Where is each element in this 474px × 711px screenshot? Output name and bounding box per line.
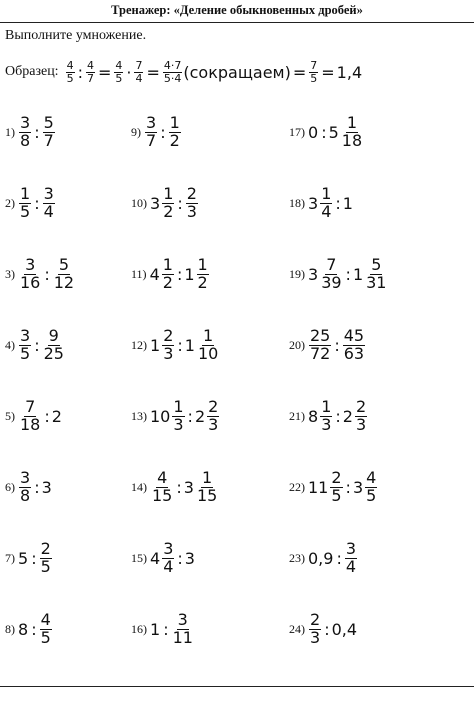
denominator: 2 [197, 272, 208, 292]
sample-fraction-4: $\frac{7}{4}$ [135, 58, 143, 85]
problem-number: 7) [5, 550, 15, 565]
fraction [43, 325, 65, 363]
denominator: 3 [355, 414, 367, 434]
fraction [162, 183, 174, 221]
fraction [19, 254, 41, 292]
division-sign: : [177, 548, 183, 568]
problem-item [5, 254, 76, 294]
whole-part: 0 [308, 122, 319, 142]
problem-number: 6) [5, 479, 15, 494]
fraction [320, 183, 332, 221]
whole-part: 3 [308, 264, 319, 284]
fraction [162, 325, 174, 363]
numerator: 1 [321, 396, 332, 416]
denominator: 2 [169, 130, 180, 150]
whole-part: 1 [184, 264, 195, 284]
problem-number: 19) [289, 266, 305, 281]
division-sign: : [44, 264, 50, 284]
denominator: 25 [43, 343, 64, 363]
fraction [162, 538, 174, 576]
problem-item [131, 183, 199, 223]
whole-part: 8 [308, 406, 319, 426]
problem-number: 9) [131, 124, 141, 139]
denominator: 4 [345, 556, 357, 576]
numerator: 2 [186, 183, 197, 203]
problem-number: 15) [131, 550, 147, 565]
problem-item [131, 609, 195, 649]
problem-item [5, 183, 56, 223]
denominator: 39 [321, 272, 342, 292]
division-sign: : [44, 406, 50, 426]
division-sign: : [335, 193, 341, 213]
problem-item [131, 396, 220, 436]
division-sign: : [163, 619, 169, 639]
fraction [43, 112, 55, 150]
fraction [43, 183, 55, 221]
problem-item [131, 325, 220, 365]
denominator: 3 [310, 627, 321, 647]
numerator: 2 [331, 467, 342, 487]
fraction [345, 538, 357, 576]
problem-number: 11) [131, 266, 147, 281]
division-sign: : [187, 406, 193, 426]
denominator: 3 [173, 414, 184, 434]
problem-expression [18, 538, 53, 576]
whole-part: 3 [183, 477, 194, 497]
fraction [365, 467, 377, 505]
division-sign: : [31, 619, 37, 639]
whole-part: 2 [51, 406, 62, 426]
whole-part: 4 [150, 548, 161, 568]
numerator: 1 [203, 325, 214, 345]
numerator: 2 [355, 396, 367, 416]
problem-expression [308, 609, 358, 647]
whole-part: 3 [308, 193, 319, 213]
fraction [172, 396, 184, 434]
denominator: 8 [20, 130, 31, 150]
denominator: 72 [310, 343, 331, 363]
whole-part: 11 [308, 477, 329, 497]
sample-note: (сокращаем) [183, 62, 291, 82]
fraction [19, 183, 31, 221]
fraction [19, 112, 31, 150]
numerator: 3 [163, 538, 174, 558]
problem-expression [18, 112, 56, 150]
denominator: 7 [43, 130, 54, 150]
problem-item [289, 112, 364, 152]
problem-expression [149, 254, 210, 292]
division-sign: : [34, 477, 40, 497]
fraction [186, 183, 198, 221]
denominator: 2 [162, 272, 173, 292]
problem-expression [308, 254, 388, 292]
denominator: 15 [196, 485, 218, 505]
whole-part: 3 [184, 548, 195, 568]
problem-item [289, 183, 354, 223]
denominator: 5 [40, 627, 51, 647]
division-sign: : [34, 122, 40, 142]
fraction [309, 609, 321, 647]
fraction [19, 396, 41, 434]
denominator: 5 [366, 485, 377, 505]
problem-item [131, 538, 196, 578]
whole-part: 8 [18, 619, 29, 639]
fraction [309, 325, 331, 363]
denominator: 15 [152, 485, 173, 505]
problem-item [131, 467, 219, 507]
problem-number: 21) [289, 408, 305, 423]
problem-expression [18, 183, 56, 221]
problem-expression [308, 467, 378, 505]
numerator: 3 [20, 112, 31, 132]
worksheet-title: Тренажер: «Деление обыкновенных дробей» [111, 3, 363, 17]
problem-number: 4) [5, 337, 15, 352]
problem-expression [150, 609, 195, 647]
sample-label: Образец: [5, 64, 59, 79]
denominator: 4 [163, 556, 174, 576]
problem-number: 14) [131, 479, 147, 494]
numerator: 3 [345, 538, 357, 558]
problem-number: 10) [131, 195, 147, 210]
numerator: 2 [310, 609, 321, 629]
problem-expression [308, 396, 368, 434]
fraction [151, 467, 173, 505]
numerator: 1 [173, 396, 184, 416]
numerator: 1 [202, 467, 213, 487]
denominator: 7 [146, 130, 157, 150]
problem-expression [308, 325, 366, 363]
problem-item [5, 538, 53, 578]
whole-part: 0,4 [331, 619, 358, 639]
sample-fraction-3: $\frac{4}{5}$ [115, 58, 123, 85]
problem-item [5, 396, 63, 436]
division-sign: : [176, 477, 182, 497]
problem-item [5, 112, 56, 152]
problem-number: 16) [131, 621, 147, 636]
problem-number: 12) [131, 337, 147, 352]
denominator: 4 [321, 201, 332, 221]
numerator: 7 [326, 254, 337, 274]
division-sign: : [324, 619, 330, 639]
numerator: 5 [43, 112, 54, 132]
numerator: 7 [25, 396, 36, 416]
whole-part: 4 [149, 264, 160, 284]
division-sign: : [336, 548, 342, 568]
problem-number: 2) [5, 195, 15, 210]
problem-item [5, 325, 66, 365]
denominator: 8 [20, 485, 31, 505]
fraction [53, 254, 75, 292]
whole-part: 2 [342, 406, 353, 426]
fraction [196, 467, 218, 505]
numerator: 3 [20, 467, 31, 487]
problem-expression [144, 112, 182, 150]
whole-part: 1 [184, 335, 195, 355]
bottom-divider [0, 686, 474, 687]
denominator: 5 [20, 343, 31, 363]
numerator: 1 [321, 183, 332, 203]
numerator: 2 [40, 538, 51, 558]
fraction [169, 112, 181, 150]
problem-number: 23) [289, 550, 305, 565]
instruction-text: Выполните умножение. [5, 28, 147, 43]
sample-fraction-6: $\frac{7}{5}$ [310, 58, 318, 85]
denominator: 12 [53, 272, 75, 292]
division-sign: : [177, 335, 183, 355]
whole-part: 1 [352, 264, 364, 284]
problem-expression [150, 183, 199, 221]
fraction [172, 609, 194, 647]
problem-number: 13) [131, 408, 147, 423]
whole-part: 1 [150, 619, 161, 639]
problem-item [289, 396, 368, 436]
fraction [40, 538, 52, 576]
problem-number: 1) [5, 124, 15, 139]
fraction [320, 396, 332, 434]
sample-result: 1,4 [336, 62, 363, 82]
problem-number: 18) [289, 195, 305, 210]
numerator: 1 [20, 183, 31, 203]
division-sign: : [345, 477, 351, 497]
problem-number: 17) [289, 124, 305, 139]
whole-part: 3 [352, 477, 364, 497]
numerator: 25 [310, 325, 331, 345]
whole-part: 5 [328, 122, 339, 142]
fraction [330, 467, 342, 505]
denominator: 63 [343, 343, 365, 363]
problem-number: 20) [289, 337, 305, 352]
whole-part: 5 [18, 548, 29, 568]
denominator: 5 [20, 201, 31, 221]
division-sign: : [177, 193, 183, 213]
problem-item [289, 325, 366, 365]
denominator: 3 [208, 414, 219, 434]
denominator: 3 [321, 414, 332, 434]
sample-fraction-2: $\frac{4}{7}$ [86, 58, 94, 85]
sample-expression: $\frac{4}{5}$ : $\frac{4}{7}$ = $\frac{4}{5}$ · $\frac{7}{4}$ = $\frac{4\cdot 7}{5\cdot 4}$ (сокращаем) = $\frac{7}{5}$ = 1,4 [66, 58, 363, 85]
whole-part: 0,9 [308, 548, 334, 568]
problem-item [289, 538, 358, 578]
whole-part: 2 [194, 406, 206, 426]
numerator: 1 [163, 183, 174, 203]
fraction [197, 254, 209, 292]
problem-item [131, 254, 210, 294]
fraction [40, 609, 52, 647]
problem-item [289, 467, 378, 507]
denominator: 5 [40, 556, 51, 576]
numerator: 2 [208, 396, 219, 416]
problem-expression [308, 112, 364, 150]
fraction [145, 112, 157, 150]
fraction [343, 325, 365, 363]
numerator: 4 [40, 609, 51, 629]
denominator: 3 [163, 343, 174, 363]
problem-expression [18, 609, 53, 647]
fraction [19, 467, 31, 505]
numerator: 3 [25, 254, 36, 274]
fraction [19, 325, 31, 363]
problem-expression [18, 325, 66, 363]
numerator: 3 [146, 112, 157, 132]
denominator: 11 [172, 627, 193, 647]
denominator: 16 [20, 272, 41, 292]
sample-example [5, 52, 362, 92]
division-sign: : [334, 335, 340, 355]
fraction [207, 396, 219, 434]
numerator: 1 [197, 254, 208, 274]
problem-expression [150, 325, 220, 363]
numerator: 3 [177, 609, 188, 629]
whole-part: 1 [342, 193, 353, 213]
problem-expression [308, 183, 354, 221]
problem-expression [150, 467, 219, 505]
denominator: 18 [341, 130, 363, 150]
problem-expression [18, 254, 76, 292]
numerator: 2 [163, 325, 174, 345]
problem-number: 22) [289, 479, 305, 494]
problem-item [289, 254, 388, 294]
problem-number: 24) [289, 621, 305, 636]
numerator: 1 [162, 254, 173, 274]
problem-number: 5) [5, 408, 15, 423]
fraction [355, 396, 367, 434]
division-sign: : [321, 122, 327, 142]
problem-expression [18, 467, 53, 505]
problem-item [289, 609, 358, 649]
denominator: 2 [163, 201, 174, 221]
division-sign: : [34, 335, 40, 355]
sample-fraction-1: $\frac{4}{5}$ [66, 58, 74, 85]
fraction [365, 254, 387, 292]
denominator: 4 [43, 201, 54, 221]
numerator: 45 [343, 325, 365, 345]
problem-expression [150, 538, 196, 576]
fraction [162, 254, 174, 292]
problem-expression [18, 396, 63, 434]
problem-expression [150, 396, 220, 434]
problem-number: 8) [5, 621, 15, 636]
division-sign: : [176, 264, 183, 284]
top-divider [0, 22, 474, 23]
sample-fraction-5: $\frac{4\cdot 7}{5\cdot 4}$ [163, 58, 182, 85]
numerator: 5 [58, 254, 70, 274]
numerator: 4 [157, 467, 168, 487]
whole-part: 10 [150, 406, 171, 426]
division-sign: : [34, 193, 40, 213]
whole-part: 3 [150, 193, 161, 213]
problem-expression [308, 538, 358, 576]
division-sign: : [345, 264, 351, 284]
fraction [341, 112, 363, 150]
fraction [320, 254, 342, 292]
problem-item [131, 112, 182, 152]
problem-item [5, 609, 53, 649]
division-sign: : [160, 122, 166, 142]
numerator: 9 [48, 325, 59, 345]
numerator: 1 [169, 112, 180, 132]
numerator: 4 [366, 467, 377, 487]
denominator: 5 [331, 485, 342, 505]
denominator: 3 [186, 201, 197, 221]
whole-part: 1 [150, 335, 161, 355]
whole-part: 3 [41, 477, 52, 497]
numerator: 5 [371, 254, 382, 274]
problem-item [5, 467, 53, 507]
numerator: 3 [43, 183, 54, 203]
denominator: 31 [366, 272, 387, 292]
division-sign: : [31, 548, 37, 568]
numerator: 3 [20, 325, 31, 345]
problem-number: 3) [5, 266, 15, 281]
denominator: 18 [20, 414, 41, 434]
fraction [197, 325, 219, 363]
division-sign: : [335, 406, 341, 426]
denominator: 10 [197, 343, 219, 363]
numerator: 1 [346, 112, 358, 132]
